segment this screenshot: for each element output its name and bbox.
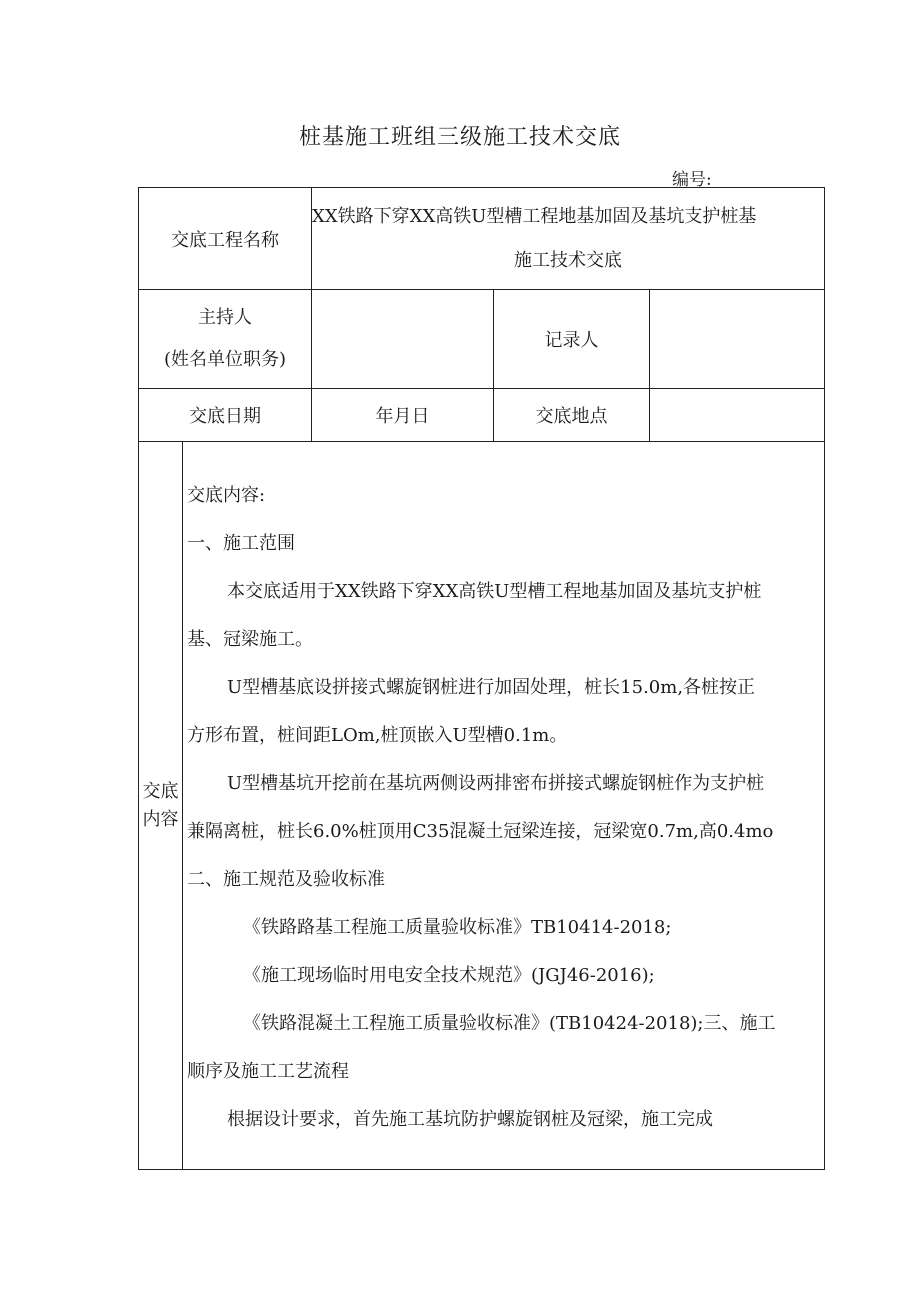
project-name-value (312, 188, 825, 290)
side-label-line2: 内容 (142, 808, 179, 830)
content-line: 顺序及施工工艺流程 (187, 1061, 349, 1082)
content-line: 一、施工范围 (187, 533, 295, 554)
host-label-line2: (姓名单位职务) (163, 349, 287, 370)
disclosure-table (138, 187, 825, 1170)
project-name-line1: XX铁路下穿XX高铁U型槽工程地基加固及基坑支护桩基 (312, 205, 757, 227)
content-line: 二、施工规范及验收标准 (187, 869, 385, 890)
content-row (139, 442, 825, 1170)
content-line: U型槽基坑开挖前在基坑两侧设两排密布拼接式螺旋钢桩作为支护桩 (227, 773, 765, 794)
place-value (650, 389, 825, 442)
side-label-line1: 交底 (142, 780, 179, 802)
content-line: 本交底适用于XX铁路下穿XX高铁U型槽工程地基加固及基坑支护桩 (227, 581, 762, 602)
content-line: 《铁路路基工程施工质量验收标准》TB10414-2018; (243, 917, 672, 938)
recorder-value (650, 290, 825, 389)
host-value (312, 290, 494, 389)
document-title: 桩基施工班组三级施工技术交底 (298, 125, 621, 150)
content-line: U型槽基底设拼接式螺旋钢桩进行加固处理，桩长15.0m,各桩按正 (227, 677, 756, 698)
content-line: 《施工现场临时用电安全技术规范》(JGJ46-2016); (243, 965, 655, 986)
project-row (139, 188, 825, 290)
content-line: 方形布置，桩间距LOm,桩顶嵌入U型槽0.1m。 (187, 725, 568, 746)
date-value: 年月日 (312, 389, 494, 442)
document-number-label: 编号: (672, 170, 712, 190)
recorder-label: 记录人 (494, 290, 650, 389)
content-side-label (139, 442, 183, 1170)
content-line: 交底内容: (187, 485, 266, 506)
project-name-label: 交底工程名称 (139, 188, 312, 290)
content-line: 兼隔离桩，桩长6.0%桩顶用C35混凝土冠梁连接，冠梁宽0.7m,高0.4mo (187, 821, 774, 842)
host-label (139, 290, 312, 389)
date-row (139, 389, 825, 442)
host-label-line1: 主持人 (198, 307, 252, 328)
content-line: 《铁路混凝土工程施工质量验收标准》(TB10424-2018);三、施工 (243, 1013, 776, 1034)
project-name-line2: 施工技术交底 (514, 249, 623, 271)
content-body (183, 442, 825, 1170)
host-row (139, 290, 825, 389)
date-label: 交底日期 (139, 389, 312, 442)
content-line: 基、冠梁施工。 (187, 629, 313, 650)
place-label: 交底地点 (494, 389, 650, 442)
content-line: 根据设计要求，首先施工基坑防护螺旋钢桩及冠梁，施工完成 (227, 1109, 713, 1130)
